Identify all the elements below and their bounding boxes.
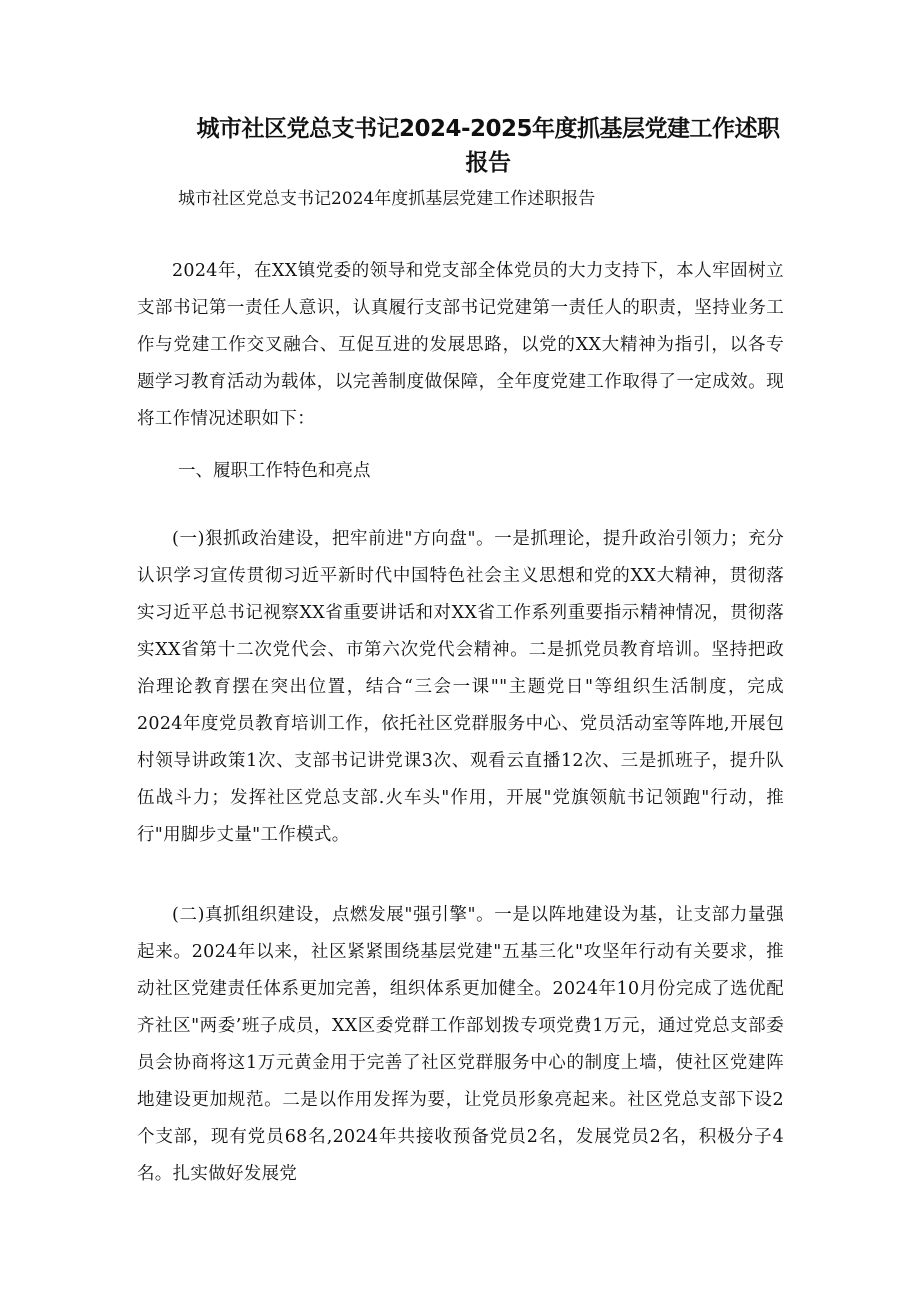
organizational-construction-paragraph: (二)真抓组织建设，点燃发展"强引擎"。一是以阵地建设为基，让支部力量强起来。2024年以来，社区紧紧围绕基层党建"五基三化"攻坚年行动有关要求，推动社区党建责任体系更加完善，组织体系更加健全。2024年10月份完成了选优配齐社区"两委’班子成员，XX区委党群工作部划拨专项党费1万元，通过党总支部委员会协商将这1万元黄金用于完善了社区党群服务中心的制度上墙，使社区党建阵地建设更加规范。二是以作用发挥为要，让党员形象亮起来。社区党总支部下设2个支部，现有党员68名,2024年共接收预备党员2名，发展党员2名，积极分子4名。扎实做好发展党 — [137, 905, 784, 1184]
section-heading: 一、履职工作特色和亮点 — [178, 461, 371, 481]
intro-paragraph: 2024年，在XX镇党委的领导和党支部全体党员的大力支持下，本人牢固树立支部书记第一责任人意识，认真履行支部书记党建第一责任人的职责，坚持业务工作与党建工作交叉融合、互促互进的发展思路，以党的XX大精神为指引，以各专题学习教育活动为载体，以完善制度做保障，全年度党建工作取得了一定成效。现将工作情况述职如下： — [137, 261, 784, 429]
document-subtitle: 城市社区党总支书记2024年度抓基层党建工作述职报告 — [178, 189, 596, 209]
document-title: 城市社区党总支书记2024-2025年度抓基层党建工作述职报告 — [196, 116, 780, 176]
political-construction-paragraph: (一)狠抓政治建设，把牢前进"方向盘"。一是抓理论，提升政治引领力；充分认识学习宣传贯彻习近平新时代中国特色社会主义思想和党的XX大精神，贯彻落实习近平总书记视察XX省重要讲话和对XX省工作系列重要指示精神情况，贯彻落实XX省第十二次党代会、市第六次党代会精神。二是抓党员教育培训。坚持把政治理论教育摆在突出位置，结合“三会一课""主题党日"等组织生活制度，完成2024年度党员教育培训工作，依托社区党群服务中心、党员活动室等阵地,开展包村领导讲政策1次、支部书记讲党课3次、观看云直播12次、三是抓班子，提升队伍战斗力；发挥社区党总支部.火车头"作用，开展"党旗领航书记领跑"行动，推行"用脚步丈量"工作模式。 — [137, 529, 784, 845]
